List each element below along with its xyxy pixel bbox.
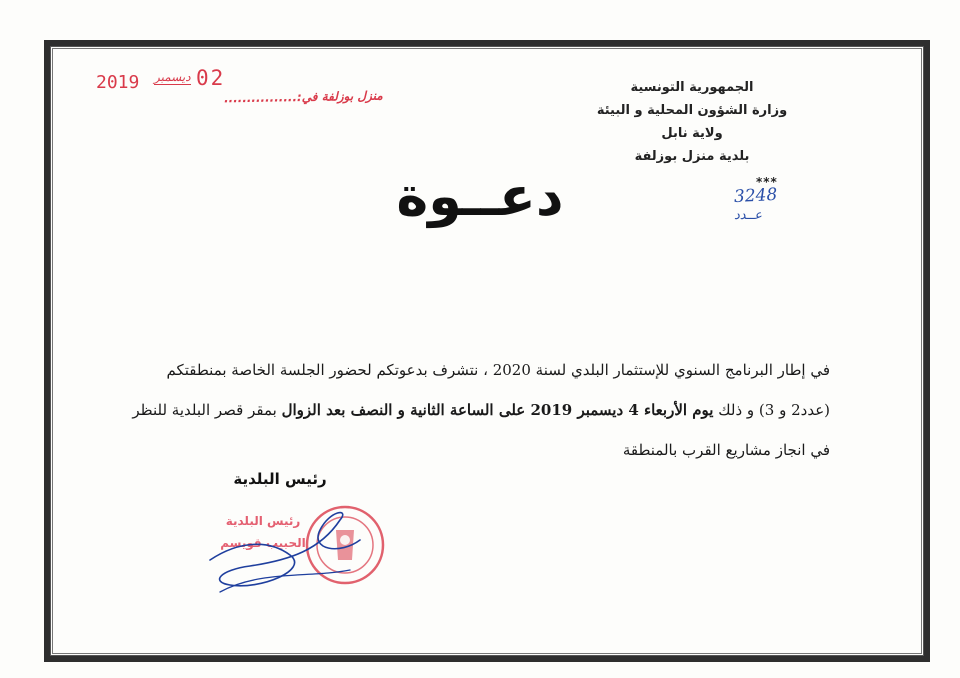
body-line-1: في إطار البرنامج السنوي للإستثمار البلدي لسنة 2020 ، نتشرف بدعوتكم لحضور الجلسة الخاصة بمنطقتكم [166, 361, 830, 379]
body-line-3: في انجاز مشاريع القرب بالمنطقة [622, 441, 830, 459]
date-stamp-day: 02 [196, 66, 226, 90]
letterhead-country: الجمهورية التونسية [630, 80, 754, 95]
mayor-stamp-line-1: رئيس البلدية [225, 514, 301, 528]
date-stamp-location: منزل بوزلفة في:................ [223, 88, 383, 106]
letterhead-stars: *** [756, 175, 778, 189]
date-stamp-year: 2019 [96, 72, 140, 93]
reference-number: 3248 [733, 184, 778, 208]
date-stamp [96, 66, 383, 108]
letterhead-municipality: بلدية منزل بوزلفة [634, 149, 750, 164]
body-line-2-date: يوم الأربعاء 4 ديسمبر 2019 على الساعة الثانية و النصف بعد الزوال [281, 401, 714, 419]
letterhead-ministry: وزارة الشؤون المحلية و البيئة [596, 103, 788, 118]
document-title: دعــوة [396, 165, 564, 228]
body-line-2-start: (عدد2 و 3) و ذلك [713, 401, 830, 419]
mayor-stamp-line-2: الحبيب قويسم [220, 536, 306, 550]
letterhead-governorate: ولاية نابل [661, 126, 723, 141]
letterhead [542, 76, 842, 168]
body-line-2-end: بمقر قصر البلدية للنظر [132, 401, 282, 419]
signature-icon [200, 500, 370, 610]
invitation-body [120, 350, 830, 470]
reference-label: عــدد [734, 208, 762, 223]
date-stamp-month: ديسمبر [154, 70, 191, 84]
body-line-2 [120, 390, 830, 430]
signatory-title: رئيس البلدية [233, 470, 327, 488]
